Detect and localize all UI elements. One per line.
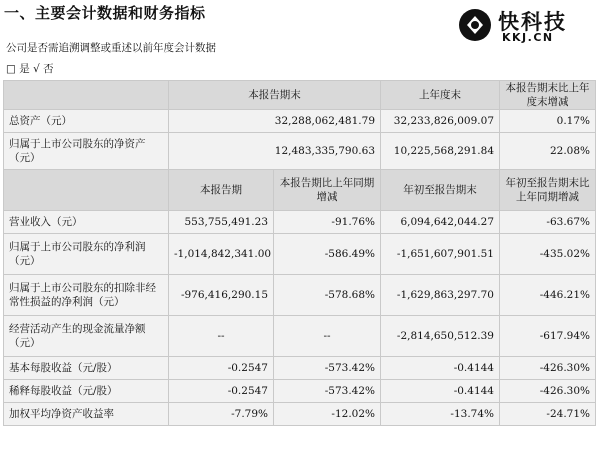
t2-row-label: 加权平均净资产收益率 bbox=[4, 403, 169, 426]
t2-cell: -12.02% bbox=[274, 403, 381, 426]
t2-cell: -573.42% bbox=[274, 380, 381, 403]
t2-cell: -- bbox=[274, 316, 381, 357]
section-title: 一、主要会计数据和财务指标 bbox=[4, 4, 206, 22]
t1-cell: 32,233,826,009.07 bbox=[381, 110, 500, 133]
t2-cell: -578.68% bbox=[274, 275, 381, 316]
t2-row-label: 经营活动产生的现金流量净额（元） bbox=[4, 316, 169, 357]
restatement-note: 公司是否需追溯调整或重述以前年度会计数据 bbox=[6, 42, 216, 54]
t2-cell: -976,416,290.15 bbox=[169, 275, 274, 316]
logo-en-text: KKJ.CN bbox=[502, 31, 554, 44]
t1-header-period-end: 本报告期末 bbox=[169, 81, 381, 110]
t2-header-ytd: 年初至报告期末 bbox=[381, 170, 500, 211]
t2-cell: -0.4144 bbox=[381, 357, 500, 380]
t2-row-label: 稀释每股收益（元/股） bbox=[4, 380, 169, 403]
t2-header-ytd-change: 年初至报告期末比上年同期增减 bbox=[500, 170, 596, 211]
t2-cell: -435.02% bbox=[500, 234, 596, 275]
t2-cell: -63.67% bbox=[500, 211, 596, 234]
t2-header-period-change: 本报告期比上年同期增减 bbox=[274, 170, 381, 211]
t2-cell: -- bbox=[169, 316, 274, 357]
t2-cell: -573.42% bbox=[274, 357, 381, 380]
t2-cell: -1,651,607,901.51 bbox=[381, 234, 500, 275]
t2-row-label: 营业收入（元） bbox=[4, 211, 169, 234]
t1-cell: 0.17% bbox=[500, 110, 596, 133]
t2-cell: -0.2547 bbox=[169, 380, 274, 403]
t2-row-label: 归属于上市公司股东的净利润（元） bbox=[4, 234, 169, 275]
t2-cell: -1,629,863,297.70 bbox=[381, 275, 500, 316]
t2-cell: -7.79% bbox=[169, 403, 274, 426]
t1-header-change: 本报告期末比上年度末增减 bbox=[500, 81, 596, 110]
t2-cell: -91.76% bbox=[274, 211, 381, 234]
t2-cell: -586.49% bbox=[274, 234, 381, 275]
t2-cell: -426.30% bbox=[500, 380, 596, 403]
t2-cell: -617.94% bbox=[500, 316, 596, 357]
t2-row-label: 归属于上市公司股东的扣除非经常性损益的净利润（元） bbox=[4, 275, 169, 316]
t1-header-prior-year-end: 上年度末 bbox=[381, 81, 500, 110]
t2-cell: -446.21% bbox=[500, 275, 596, 316]
kkj-logo-icon bbox=[458, 8, 492, 42]
t2-header-period: 本报告期 bbox=[169, 170, 274, 211]
t2-cell: 553,755,491.23 bbox=[169, 211, 274, 234]
t1-row-label: 总资产（元） bbox=[4, 110, 169, 133]
t1-cell: 22.08% bbox=[500, 133, 596, 170]
t2-row-label: 基本每股收益（元/股） bbox=[4, 357, 169, 380]
t1-cell: 10,225,568,291.84 bbox=[381, 133, 500, 170]
t2-cell: -1,014,842,341.00 bbox=[169, 234, 274, 275]
t2-cell: -24.71% bbox=[500, 403, 596, 426]
checkbox-icon: □ bbox=[6, 63, 16, 75]
t2-cell: -2,814,650,512.39 bbox=[381, 316, 500, 357]
kkj-logo bbox=[458, 6, 588, 46]
t1-cell: 32,288,062,481.79 bbox=[169, 110, 381, 133]
t1-row-label: 归属于上市公司股东的净资产（元） bbox=[4, 133, 169, 170]
t2-cell: -426.30% bbox=[500, 357, 596, 380]
choice-yes: 是 bbox=[19, 63, 30, 75]
restatement-choice bbox=[6, 61, 54, 76]
check-mark-icon: √ bbox=[33, 63, 40, 75]
t2-cell: 6,094,642,044.27 bbox=[381, 211, 500, 234]
financial-table bbox=[3, 80, 596, 426]
logo-cn-text: 快科技 bbox=[498, 10, 567, 34]
t2-cell: -13.74% bbox=[381, 403, 500, 426]
t1-cell: 12,483,335,790.63 bbox=[169, 133, 381, 170]
header-empty bbox=[4, 170, 169, 211]
t2-cell: -0.4144 bbox=[381, 380, 500, 403]
header-empty bbox=[4, 81, 169, 110]
choice-no: 否 bbox=[43, 63, 54, 75]
t2-cell: -0.2547 bbox=[169, 357, 274, 380]
